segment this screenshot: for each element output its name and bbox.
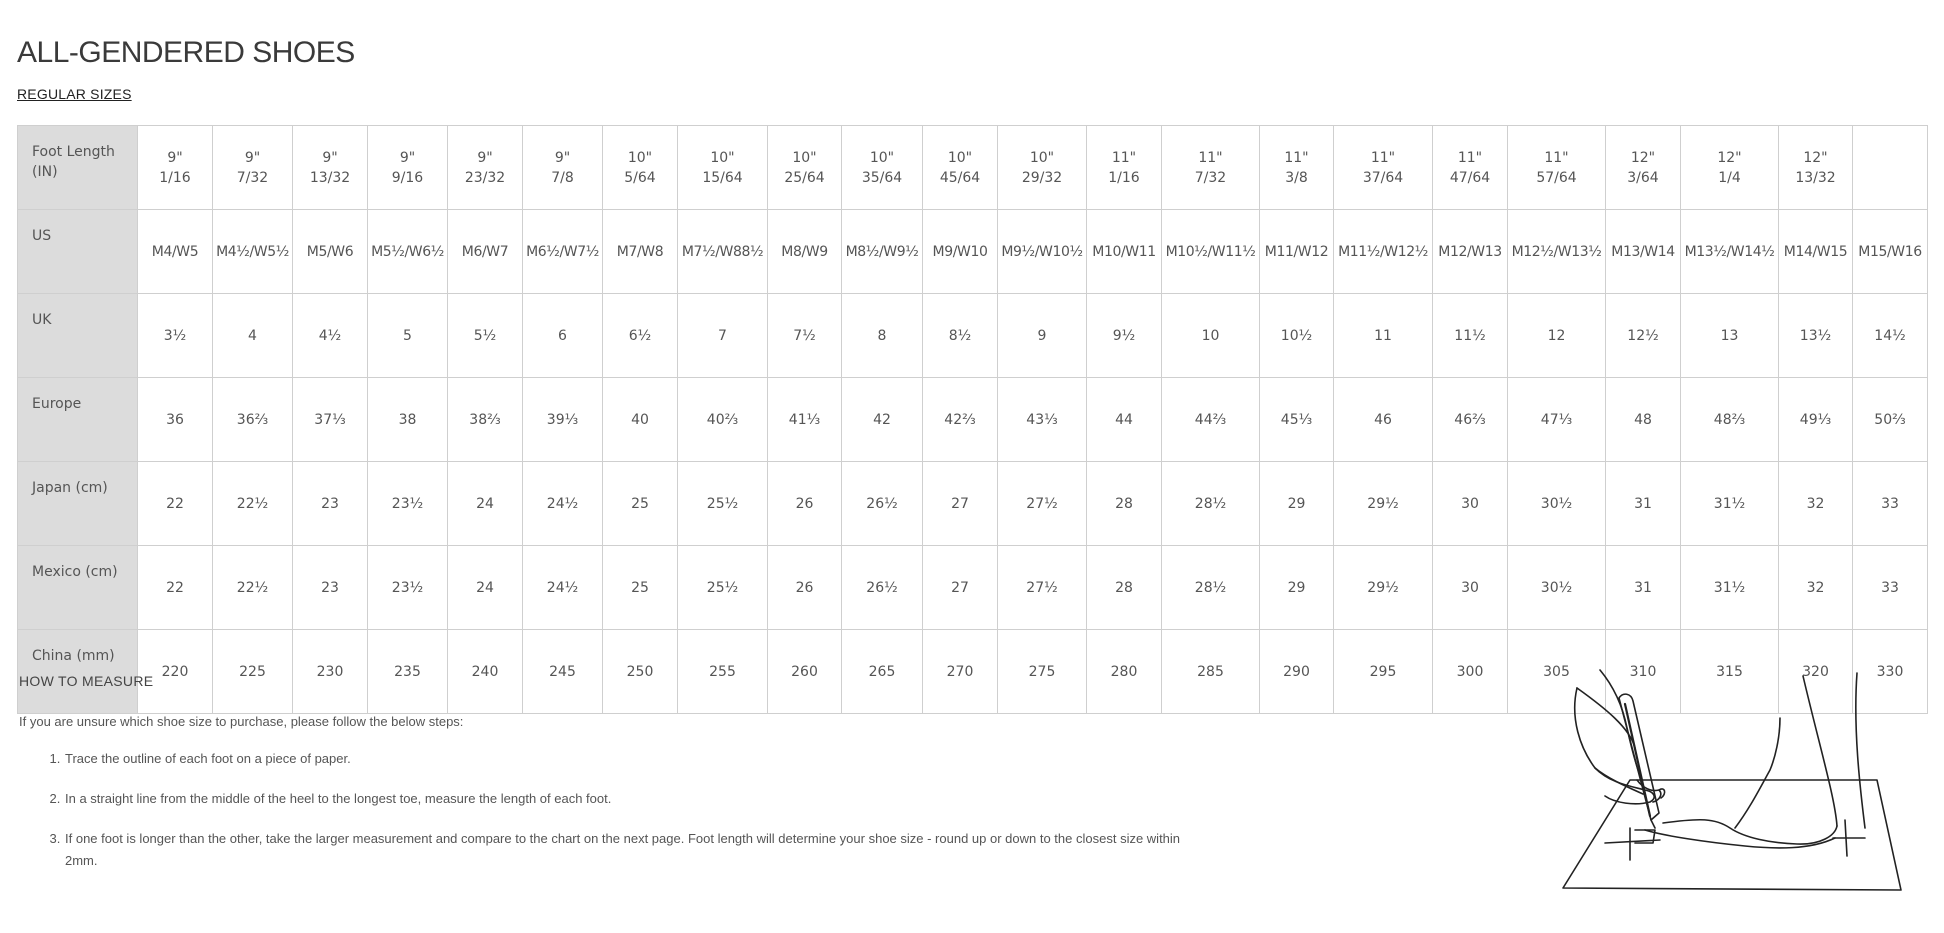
uk-size-cell: 7 [678, 294, 768, 378]
japan-size-cell: 28 [1087, 462, 1162, 546]
table-row-japan [18, 462, 1928, 546]
us-size-cell: M8/W9 [768, 210, 842, 294]
foot-length-cell [1260, 126, 1334, 210]
foot-length-cell [213, 126, 293, 210]
mexico-size-cell: 25 [603, 546, 678, 630]
uk-size-cell: 9 [998, 294, 1087, 378]
foot-length-inches: 11" [1198, 149, 1223, 166]
japan-size-cell: 25 [603, 462, 678, 546]
size-chart-table [17, 125, 1928, 714]
foot-length-cell [1779, 126, 1853, 210]
japan-size-cell: 33 [1853, 462, 1928, 546]
uk-size-cell: 12 [1508, 294, 1606, 378]
japan-size-cell: 26 [768, 462, 842, 546]
mexico-size-cell: 31 [1606, 546, 1681, 630]
mexico-size-cell: 31½ [1681, 546, 1779, 630]
foot-length-cell [842, 126, 923, 210]
foot-length-fraction: 45/64 [939, 169, 981, 186]
foot-length-inches: 9" [167, 149, 183, 166]
us-size-cell: M4/W5 [138, 210, 213, 294]
row-label: Mexico (cm) [18, 546, 138, 630]
uk-size-cell: 5½ [448, 294, 523, 378]
europe-size-cell: 48⅔ [1681, 378, 1779, 462]
europe-size-cell: 47⅓ [1508, 378, 1606, 462]
foot-length-cell [1433, 126, 1508, 210]
foot-length-cell [523, 126, 603, 210]
foot-length-inches: 9" [477, 149, 493, 166]
japan-size-cell: 24 [448, 462, 523, 546]
mexico-size-cell: 29½ [1334, 546, 1433, 630]
us-size-cell: M11/W12 [1260, 210, 1334, 294]
us-size-cell: M9½/W10½ [998, 210, 1087, 294]
how-to-measure-intro: If you are unsure which shoe size to purchase, please follow the below steps: [19, 714, 464, 729]
us-size-cell: M6½/W7½ [523, 210, 603, 294]
row-label: Japan (cm) [18, 462, 138, 546]
china-size-cell: 275 [998, 630, 1087, 714]
row-label: Foot Length (IN) [18, 126, 138, 210]
foot-length-fraction: 3/64 [1627, 169, 1659, 186]
table-row-europe [18, 378, 1928, 462]
europe-size-cell: 48 [1606, 378, 1681, 462]
foot-length-cell [998, 126, 1087, 210]
foot-length-cell [768, 126, 842, 210]
foot-length-fraction: 29/32 [1021, 169, 1063, 186]
uk-size-cell: 13½ [1779, 294, 1853, 378]
uk-size-cell: 3½ [138, 294, 213, 378]
foot-length-fraction: 1/4 [1718, 169, 1741, 186]
europe-size-cell: 46⅔ [1433, 378, 1508, 462]
europe-size-cell: 50⅔ [1853, 378, 1928, 462]
foot-length-fraction: 23/32 [464, 169, 506, 186]
us-size-cell: M6/W7 [448, 210, 523, 294]
china-size-cell: 315 [1681, 630, 1779, 714]
japan-size-cell: 30 [1433, 462, 1508, 546]
foot-length-inches: 9" [399, 149, 416, 166]
japan-size-cell: 29 [1260, 462, 1334, 546]
japan-size-cell: 23 [293, 462, 368, 546]
uk-size-cell: 8 [842, 294, 923, 378]
foot-length-fraction: 7/32 [1194, 169, 1227, 186]
japan-size-cell: 31 [1606, 462, 1681, 546]
foot-length-fraction: 35/64 [861, 169, 903, 186]
foot-length-fraction: 1/16 [159, 169, 191, 186]
japan-size-cell: 30½ [1508, 462, 1606, 546]
table-row-uk [18, 294, 1928, 378]
us-size-cell: M5/W6 [293, 210, 368, 294]
japan-size-cell: 24½ [523, 462, 603, 546]
uk-size-cell: 13 [1681, 294, 1779, 378]
japan-size-cell: 22½ [213, 462, 293, 546]
foot-length-inches: 10" [869, 149, 895, 166]
mexico-size-cell: 24 [448, 546, 523, 630]
europe-size-cell: 41⅓ [768, 378, 842, 462]
table-row-us [18, 210, 1928, 294]
uk-size-cell: 4 [213, 294, 293, 378]
mexico-size-cell: 27 [923, 546, 998, 630]
list-item: 2. In a straight line from the middle of the heel to the longest toe, measure the length of each foot. [64, 788, 1214, 810]
china-size-cell: 235 [368, 630, 448, 714]
europe-size-cell: 40 [603, 378, 678, 462]
foot-length-inches: 11" [1544, 149, 1569, 166]
china-size-cell: 225 [213, 630, 293, 714]
row-label: US [18, 210, 138, 294]
us-size-cell: M9/W10 [923, 210, 998, 294]
uk-size-cell: 11 [1334, 294, 1433, 378]
china-size-cell: 295 [1334, 630, 1433, 714]
china-size-cell: 260 [768, 630, 842, 714]
foot-length-fraction: 47/64 [1449, 169, 1491, 186]
list-item: 3. If one foot is longer than the other, take the larger measurement and compare to the chart on the next page. Foot length will determine your shoe size - round up or down to the closest size within 2mm. [64, 828, 1214, 872]
list-item: 1. Trace the outline of each foot on a piece of paper. [64, 748, 1214, 770]
japan-size-cell: 22 [138, 462, 213, 546]
europe-size-cell: 42 [842, 378, 923, 462]
us-size-cell: M12½/W13½ [1508, 210, 1606, 294]
mexico-size-cell: 28½ [1162, 546, 1260, 630]
uk-size-cell: 14½ [1853, 294, 1928, 378]
japan-size-cell: 26½ [842, 462, 923, 546]
china-size-cell: 290 [1260, 630, 1334, 714]
foot-length-fraction: 13/32 [309, 169, 351, 186]
japan-size-cell: 28½ [1162, 462, 1260, 546]
foot-length-inches: 10" [710, 149, 735, 166]
europe-size-cell: 46 [1334, 378, 1433, 462]
foot-length-fraction: 57/64 [1536, 169, 1577, 186]
europe-size-cell: 43⅓ [998, 378, 1087, 462]
foot-length-fraction: 1/16 [1108, 169, 1140, 186]
uk-size-cell: 12½ [1606, 294, 1681, 378]
foot-length-fraction: 5/64 [624, 169, 656, 186]
japan-size-cell: 23½ [368, 462, 448, 546]
table-row-mexico [18, 546, 1928, 630]
us-size-cell: M10/W11 [1087, 210, 1162, 294]
foot-length-inches: 10" [1029, 149, 1055, 166]
foot-length-inches: 12" [1803, 149, 1828, 166]
us-size-cell: M7½/W88½ [678, 210, 768, 294]
row-label: UK [18, 294, 138, 378]
foot-length-inches: 11" [1457, 149, 1483, 166]
foot-length-inches: 12" [1630, 149, 1656, 166]
mexico-size-cell: 22 [138, 546, 213, 630]
row-label: China (mm) [18, 630, 138, 714]
uk-size-cell: 6½ [603, 294, 678, 378]
mexico-size-cell: 29 [1260, 546, 1334, 630]
us-size-cell: M13½/W14½ [1681, 210, 1779, 294]
foot-length-inches: 11" [1284, 149, 1309, 166]
foot-length-fraction: 13/32 [1795, 169, 1836, 186]
foot-tracing-illustration [1535, 668, 1915, 893]
mexico-size-cell: 24½ [523, 546, 603, 630]
china-size-cell: 270 [923, 630, 998, 714]
foot-length-cell [1681, 126, 1779, 210]
uk-size-cell: 11½ [1433, 294, 1508, 378]
uk-size-cell: 10½ [1260, 294, 1334, 378]
us-size-cell: M8½/W9½ [842, 210, 923, 294]
foot-length-inches: 10" [947, 149, 973, 166]
us-size-cell: M12/W13 [1433, 210, 1508, 294]
uk-size-cell: 5 [368, 294, 448, 378]
europe-size-cell: 42⅔ [923, 378, 998, 462]
foot-length-fraction: 9/16 [391, 169, 424, 186]
china-size-cell: 305 [1508, 630, 1606, 714]
mexico-size-cell: 23½ [368, 546, 448, 630]
japan-size-cell: 32 [1779, 462, 1853, 546]
foot-length-inches: 9" [554, 149, 571, 166]
us-size-cell: M5½/W6½ [368, 210, 448, 294]
uk-size-cell: 7½ [768, 294, 842, 378]
china-size-cell: 285 [1162, 630, 1260, 714]
china-size-cell: 240 [448, 630, 523, 714]
us-size-cell: M10½/W11½ [1162, 210, 1260, 294]
europe-size-cell: 39⅓ [523, 378, 603, 462]
europe-size-cell: 38⅔ [448, 378, 523, 462]
mexico-size-cell: 27½ [998, 546, 1087, 630]
page-title: ALL-GENDERED SHOES [17, 36, 355, 69]
china-size-cell: 230 [293, 630, 368, 714]
foot-length-cell [603, 126, 678, 210]
measure-steps-list [19, 748, 1214, 890]
foot-length-cell [1853, 126, 1928, 210]
foot-length-inches: 11" [1370, 149, 1396, 166]
mexico-size-cell: 28 [1087, 546, 1162, 630]
europe-size-cell: 36 [138, 378, 213, 462]
regular-sizes-link[interactable]: REGULAR SIZES [17, 86, 132, 102]
foot-length-cell [138, 126, 213, 210]
mexico-size-cell: 23 [293, 546, 368, 630]
foot-length-cell [293, 126, 368, 210]
how-to-measure-heading: HOW TO MEASURE [19, 673, 154, 689]
foot-length-inches: 9" [244, 149, 261, 166]
china-size-cell: 265 [842, 630, 923, 714]
foot-length-fraction: 25/64 [784, 169, 825, 186]
mexico-size-cell: 30 [1433, 546, 1508, 630]
mexico-size-cell: 32 [1779, 546, 1853, 630]
foot-length-inches: 10" [792, 149, 817, 166]
japan-size-cell: 27 [923, 462, 998, 546]
foot-length-cell [448, 126, 523, 210]
europe-size-cell: 37⅓ [293, 378, 368, 462]
us-size-cell: M15/W16 [1853, 210, 1928, 294]
foot-length-cell [678, 126, 768, 210]
uk-size-cell: 8½ [923, 294, 998, 378]
china-size-cell: 250 [603, 630, 678, 714]
uk-size-cell: 10 [1162, 294, 1260, 378]
foot-length-fraction: 37/64 [1362, 169, 1404, 186]
japan-size-cell: 29½ [1334, 462, 1433, 546]
china-size-cell: 245 [523, 630, 603, 714]
japan-size-cell: 25½ [678, 462, 768, 546]
mexico-size-cell: 22½ [213, 546, 293, 630]
us-size-cell: M14/W15 [1779, 210, 1853, 294]
china-size-cell: 280 [1087, 630, 1162, 714]
us-size-cell: M7/W8 [603, 210, 678, 294]
foot-length-fraction: 7/32 [236, 169, 269, 186]
china-size-cell: 310 [1606, 630, 1681, 714]
mexico-size-cell: 25½ [678, 546, 768, 630]
mexico-size-cell: 26½ [842, 546, 923, 630]
foot-length-cell [923, 126, 998, 210]
europe-size-cell: 45⅓ [1260, 378, 1334, 462]
mexico-size-cell: 26 [768, 546, 842, 630]
mexico-size-cell: 30½ [1508, 546, 1606, 630]
foot-length-cell [1334, 126, 1433, 210]
foot-length-fraction: 3/8 [1285, 169, 1308, 186]
china-size-cell: 330 [1853, 630, 1928, 714]
europe-size-cell: 36⅔ [213, 378, 293, 462]
foot-length-cell [1508, 126, 1606, 210]
foot-length-cell [1087, 126, 1162, 210]
us-size-cell: M11½/W12½ [1334, 210, 1433, 294]
us-size-cell: M13/W14 [1606, 210, 1681, 294]
japan-size-cell: 27½ [998, 462, 1087, 546]
china-size-cell: 255 [678, 630, 768, 714]
foot-length-cell [368, 126, 448, 210]
europe-size-cell: 44 [1087, 378, 1162, 462]
table-row-foot-length [18, 126, 1928, 210]
uk-size-cell: 6 [523, 294, 603, 378]
foot-length-inches: 9" [322, 149, 338, 166]
row-label: Europe [18, 378, 138, 462]
europe-size-cell: 38 [368, 378, 448, 462]
china-size-cell: 220 [138, 630, 213, 714]
foot-length-inches: 11" [1111, 149, 1137, 166]
china-size-cell: 300 [1433, 630, 1508, 714]
uk-size-cell: 4½ [293, 294, 368, 378]
us-size-cell: M4½/W5½ [213, 210, 293, 294]
europe-size-cell: 49⅓ [1779, 378, 1853, 462]
china-size-cell: 320 [1779, 630, 1853, 714]
foot-length-cell [1162, 126, 1260, 210]
europe-size-cell: 44⅔ [1162, 378, 1260, 462]
uk-size-cell: 9½ [1087, 294, 1162, 378]
mexico-size-cell: 33 [1853, 546, 1928, 630]
foot-length-inches: 12" [1717, 149, 1742, 166]
foot-length-inches: 10" [627, 149, 653, 166]
foot-length-fraction: 15/64 [702, 169, 743, 186]
foot-length-cell [1606, 126, 1681, 210]
japan-size-cell: 31½ [1681, 462, 1779, 546]
foot-length-fraction: 7/8 [551, 169, 574, 186]
europe-size-cell: 40⅔ [678, 378, 768, 462]
